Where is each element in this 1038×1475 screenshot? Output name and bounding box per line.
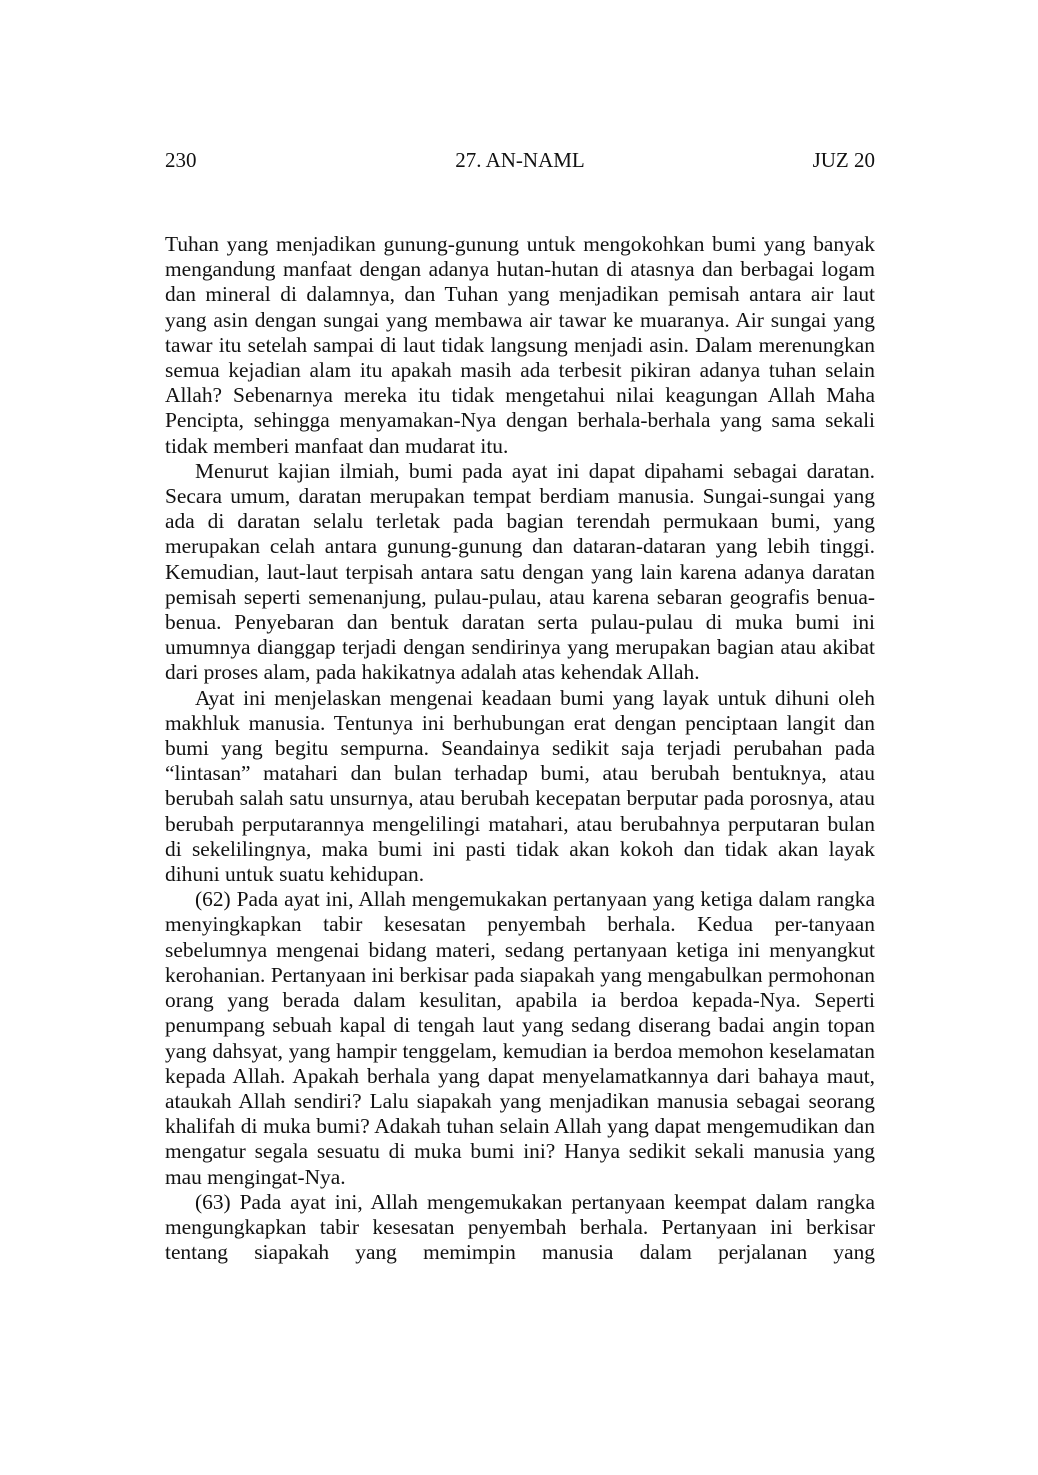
juz-label: JUZ 20 bbox=[812, 148, 875, 172]
chapter-title: 27. AN-NAML bbox=[455, 148, 585, 172]
paragraph-5: (63) Pada ayat ini, Allah mengemukakan pertanyaan keempat dalam rangka mengungkapkan tabir kesesatan penyembah berhala. Pertanyaan ini berkisar tentang siapakah yang memimpin manusia dalam perjalanan yang bbox=[165, 1189, 875, 1265]
paragraph-4: (62) Pada ayat ini, Allah mengemukakan pertanyaan yang ketiga dalam rangka menyingkapkan tabir kesesatan penyembah berhala. Kedua per-tanyaan sebelumnya mengenai bidang materi, sedang pertanyaan ketiga ini menyangkut kerohanian. Pertanyaan ini berkisar pada siapakah yang mengabulkan permohonan orang yang berada dalam kesulitan, apabila ia berdoa kepada-Nya. Seperti penumpang sebuah kapal di tengah laut yang sedang diserang badai angin topan yang dahsyat, yang hampir tenggelam, kemudian ia berdoa memohon keselamatan kepada Allah. Apakah berhala yang dapat menyelamatkannya dari bahaya maut, ataukah Allah sendiri? Lalu siapakah yang menjadikan manusia sebagai seorang khalifah di muka bumi? Adakah tuhan selain Allah yang dapat mengemudikan dan mengatur segala sesuatu di muka bumi ini? Hanya sedikit sekali manusia yang mau mengingat-Nya. bbox=[165, 887, 875, 1189]
running-header bbox=[165, 145, 875, 175]
paragraph-3: Ayat ini menjelaskan mengenai keadaan bumi yang layak untuk dihuni oleh makhluk manusia. Tentunya ini berhubungan erat dengan penciptaan langit dan bumi yang begitu sempurna. Seandainya sedikit saja terjadi perubahan pada “lintasan” matahari dan bulan terhadap bumi, atau berubah bentuknya, atau berubah salah satu unsurnya, atau berubah kecepatan berputar pada porosnya, atau berubah perputarannya mengelilingi matahari, atau berubahnya perputaran bulan di sekelilingnya, maka bumi ini pasti tidak akan kokoh dan tidak akan layak dihuni untuk suatu kehidupan. bbox=[165, 685, 875, 887]
paragraph-2: Menurut kajian ilmiah, bumi pada ayat ini dapat dipahami sebagai daratan. Secara umum, daratan merupakan tempat berdiam manusia. Sungai-sungai yang ada di daratan selalu terletak pada bagian terendah permukaan bumi, yang merupakan celah antara gunung-gunung dan dataran-dataran yang lebih tinggi. Kemudian, laut-laut terpisah antara satu dengan yang lain karena adanya daratan pemisah seperti semenanjung, pulau-pulau, atau karena sebaran geografis benua-benua. Penyebaran dan bentuk daratan serta pulau-pulau di muka bumi ini umumnya dianggap terjadi dengan sendirinya yang merupakan bagian atau akibat dari proses alam, pada hakikatnya adalah atas kehendak Allah. bbox=[165, 458, 875, 685]
paragraph-1: Tuhan yang menjadikan gunung-gunung untuk mengokohkan bumi yang banyak mengandung manfaat dengan adanya hutan-hutan di atasnya dan berbagai logam dan mineral di dalamnya, dan Tuhan yang menjadikan pemisah antara air laut yang asin dengan sungai yang membawa air tawar ke muaranya. Air sungai yang tawar itu setelah sampai di laut tidak langsung menjadi asin. Dalam merenungkan semua kejadian alam itu apakah masih ada terbesit pikiran adanya tuhan selain Allah? Sebenarnya mereka itu tidak mengetahui nilai keagungan Allah Maha Pencipta, sehingga menyamakan-Nya dengan berhala-berhala yang sama sekali tidak memberi manfaat dan mudarat itu. bbox=[165, 232, 875, 458]
body-text bbox=[165, 232, 875, 1265]
page-number: 230 bbox=[165, 148, 197, 172]
